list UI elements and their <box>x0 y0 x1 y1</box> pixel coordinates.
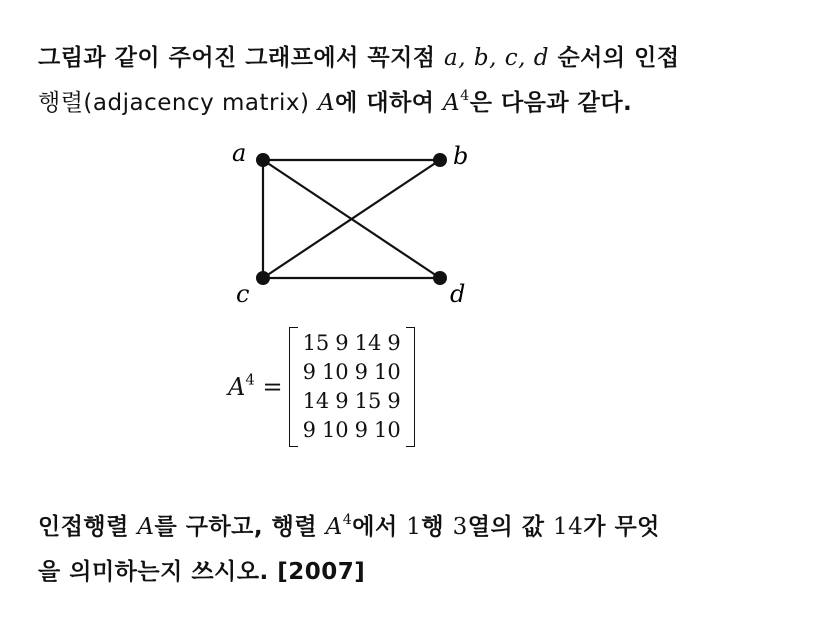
right-bracket <box>406 327 415 447</box>
matrix-cell: 14 <box>302 389 330 413</box>
left-bracket <box>289 327 298 447</box>
var-a: A <box>318 90 336 116</box>
matrix-equation <box>228 327 415 447</box>
matrix-cell: 9 <box>302 418 316 442</box>
q-text-5: 열의 값 <box>467 514 545 540</box>
matrix-cell: 9 <box>354 418 369 442</box>
matrix-cell: 15 <box>302 331 330 355</box>
q-value: 14 <box>552 514 584 540</box>
matrix-cell: 9 <box>354 360 369 384</box>
graph-diagram <box>210 135 480 310</box>
matrix-row <box>300 387 404 416</box>
vertex-a <box>256 153 270 167</box>
q-var-a: A <box>137 514 155 540</box>
q-text-7: 을 의미하는지 쓰시오. [2007] <box>38 559 366 585</box>
matrix-cell: 14 <box>354 331 382 355</box>
matrix-row <box>300 416 404 445</box>
matrix-cell: 10 <box>374 360 401 384</box>
matrix-cell: 9 <box>302 360 316 384</box>
vertex-label-c: c <box>236 280 250 308</box>
matrix-cell: 15 <box>354 389 382 413</box>
vertex-b <box>433 153 447 167</box>
q-text-1: 인접행렬 <box>38 514 129 540</box>
problem-statement <box>38 36 788 126</box>
matrix-lhs <box>228 370 283 401</box>
matrix-body <box>298 329 406 445</box>
intro-text-4: 에 대하여 <box>335 90 435 116</box>
matrix-var: A <box>228 373 246 401</box>
var-a-power: A <box>443 90 461 116</box>
matrix-cell: 9 <box>335 389 349 413</box>
intro-text-1: 그림과 같이 주어진 그래프에서 꼭지점 <box>38 45 436 71</box>
question-text <box>38 505 788 595</box>
matrix-cell: 9 <box>335 331 349 355</box>
intro-text-5: 은 다음과 같다. <box>469 90 633 116</box>
q-text-6: 가 무엇 <box>583 514 660 540</box>
q-var-a-power: A <box>325 514 343 540</box>
q-text-3: 에서 <box>352 514 398 540</box>
equals-sign: = <box>262 373 283 401</box>
matrix-cell: 10 <box>321 418 349 442</box>
vertex-d <box>433 271 447 285</box>
matrix-cell: 10 <box>374 418 401 442</box>
vertex-label-a: a <box>232 139 247 167</box>
q-text-2: 를 구하고, 행렬 <box>154 514 318 540</box>
q-text-4: 행 <box>421 514 445 540</box>
vertex-list: a, b, c, d <box>444 45 549 71</box>
intro-text-2: 순서의 인접 <box>557 45 680 71</box>
q-col-number: 3 <box>452 514 468 540</box>
matrix-cell: 9 <box>387 331 401 355</box>
matrix-cell: 9 <box>387 389 401 413</box>
matrix-row <box>300 329 404 358</box>
matrix-cell: 10 <box>321 360 349 384</box>
vertex-label-b: b <box>453 142 469 170</box>
matrix-exponent: 4 <box>245 370 255 389</box>
q-exponent: 4 <box>342 512 353 529</box>
q-row-number: 1 <box>406 514 422 540</box>
intro-text-3: 행렬(adjacency matrix) <box>38 90 310 116</box>
matrix-row <box>300 358 404 387</box>
exponent: 4 <box>460 88 470 105</box>
vertex-label-d: d <box>450 280 466 308</box>
vertex-c <box>256 271 270 285</box>
